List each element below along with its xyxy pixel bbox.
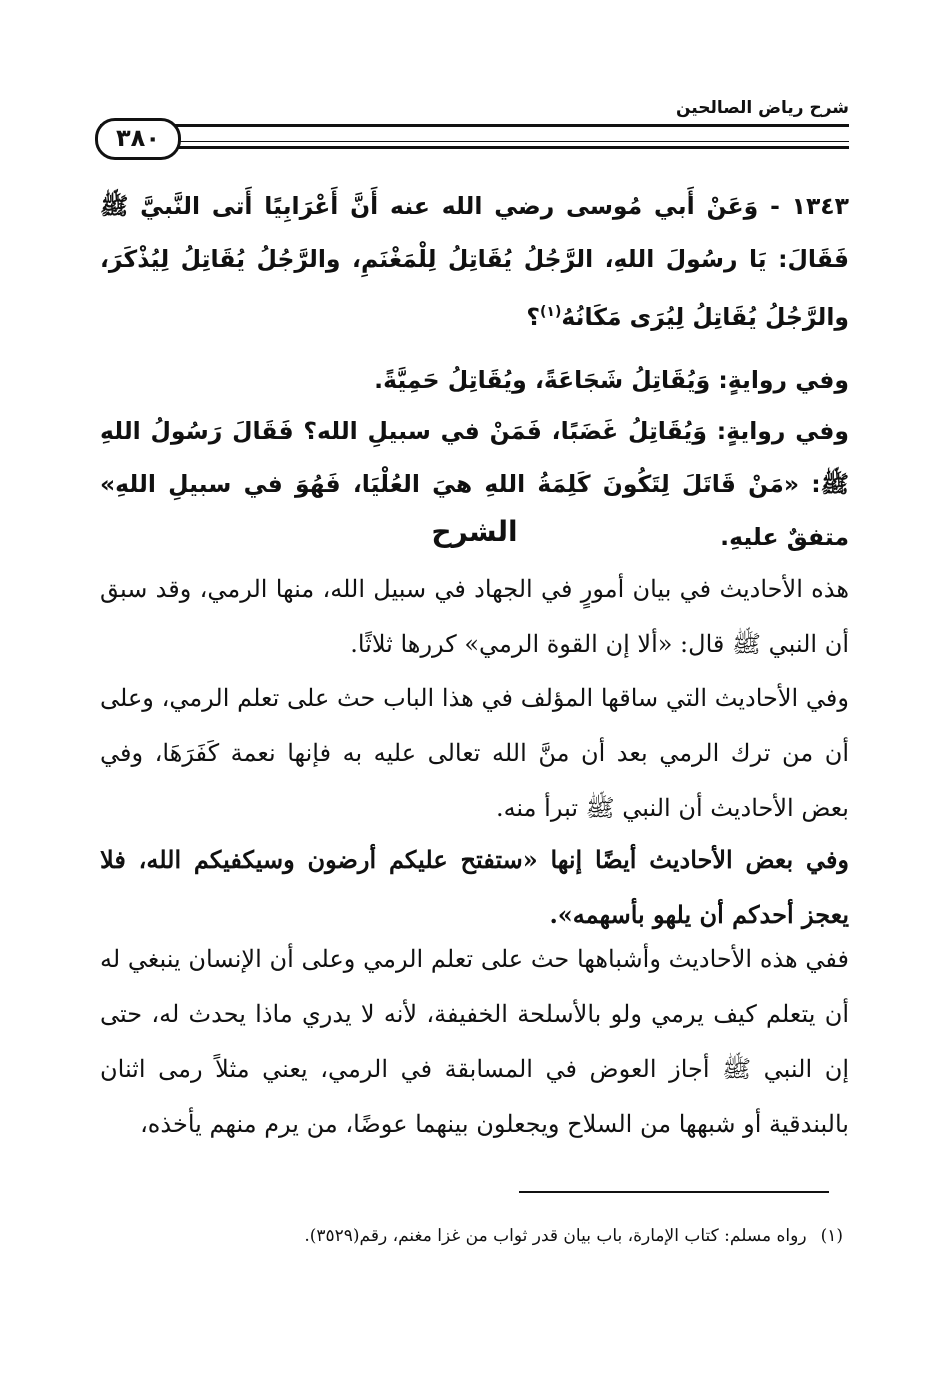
hadith-main-text: ١٣٤٣ - وَعَنْ أَبي مُوسى رضي الله عنه أَنَّ أَعْرَابِيًا أَتى النَّبيَّ ﷺ فَقَالَ: يَا رسُولَ اللهِ، الرَّجُلُ يُقَاتِلُ لِلْمَغْنَمِ، والرَّجُلُ يُقَاتِلُ لِيُذْكَرَ، والرَّجُلُ يُقَاتِلُ لِيُرَى مَكَانُهُ	[100, 192, 849, 331]
hadith-riwaya-1: وفي روايةٍ: وَيُقَاتِلُ شَجَاعَةً، ويُقَاتِلُ حَمِيَّةً.	[374, 366, 849, 394]
header-rule-top	[100, 124, 849, 127]
sharh-paragraph-2: وفي الأحاديث التي ساقها المؤلف في هذا الباب حث على تعلم الرمي، وعلى أن من ترك الرمي بعد أن منَّ الله تعالى عليه به فإنها نعمة كَفَرَهَا، وفي بعض الأحاديث أن النبي ﷺ تبرأ منه.	[100, 684, 849, 822]
footnote-text: رواه مسلم: كتاب الإمارة، باب بيان قدر ثواب من غزا مغنم، رقم(٣٥٢٩).	[304, 1226, 807, 1246]
header-rule-thin	[100, 141, 849, 142]
hadith-main-end: ؟	[526, 302, 541, 331]
hadith-riwaya-2: وفي روايةٍ: وَيُقَاتِلُ غَضَبًا، فَمَنْ في سبيلِ الله؟ فَقَالَ رَسُولُ اللهِ ﷺ: «مَنْ قَاتَلَ لِتَكُونَ كَلِمَةُ اللهِ هيَ العُلْيَا، فَهُوَ في سبيلِ اللهِ» متفقٌ عليهِ.	[100, 417, 849, 551]
page-number: ٣٨٠	[95, 118, 181, 160]
footnote-separator	[519, 1191, 829, 1193]
sharh-paragraph-3: وفي بعض الأحاديث أيضًا إنها «ستفتح عليكم أرضون وسيكفيكم الله، فلا يعجز أحدكم أن يلهو بأسهمه».	[100, 845, 849, 929]
running-title: شرح رياض الصالحين	[675, 98, 849, 118]
sharh-paragraph-4: ففي هذه الأحاديث وأشباهها حث على تعلم الرمي وعلى أن الإنسان ينبغي له أن يتعلم كيف يرمي ولو بالأسلحة الخفيفة، لأنه لا يدري ماذا يحدث له، حتى إن النبي ﷺ أجاز العوض في المسابقة في الرمي، يعني مثلاً رمى اثنان بالبندقية أو شبهها من السلاح ويجعلون بينهما عوضًا، من يرم منهم يأخذه،	[100, 945, 849, 1138]
footnote-number: (١)	[820, 1226, 843, 1246]
section-heading: الشرح	[431, 515, 518, 548]
footnote-marker: (١)	[540, 304, 562, 320]
sharh-paragraph-1: هذه الأحاديث في بيان أمورٍ في الجهاد في سبيل الله، منها الرمي، وقد سبق أن النبي ﷺ قال: «ألا إن القوة الرمي» كررها ثلاثًا.	[100, 575, 849, 658]
footnote	[100, 1226, 843, 1246]
header-rule-bottom	[100, 146, 849, 149]
hadith-main	[100, 180, 849, 344]
